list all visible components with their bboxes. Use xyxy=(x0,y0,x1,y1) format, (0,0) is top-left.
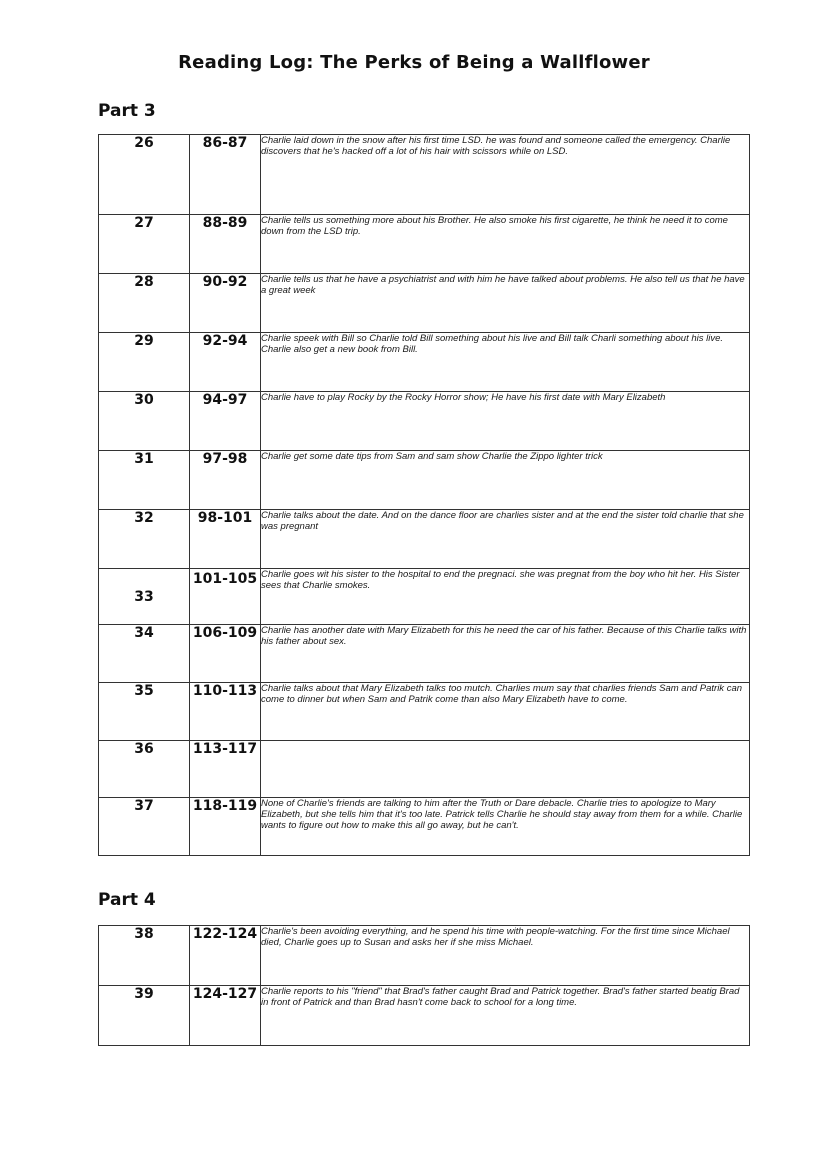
notes-cell: Charlie reports to his "friend" that Brad's father caught Brad and Patrick together. Brad's father started beatig Brad in front of Patrick and than Brad hasn't come back to school for a long time. xyxy=(261,986,750,1046)
table-row xyxy=(99,569,750,625)
notes-cell: Charlie have to play Rocky by the Rocky Horror show; He have his first date with Mary Elizabeth xyxy=(261,392,750,451)
table-row xyxy=(99,451,750,510)
chapter-cell: 28 xyxy=(99,274,190,333)
chapter-cell: 26 xyxy=(99,135,190,215)
table-row xyxy=(99,798,750,856)
notes-cell xyxy=(261,741,750,798)
chapter-cell: 38 xyxy=(99,926,190,986)
chapter-cell: 31 xyxy=(99,451,190,510)
chapter-cell: 29 xyxy=(99,333,190,392)
pages-cell: 94-97 xyxy=(190,392,261,451)
notes-cell: Charlie get some date tips from Sam and sam show Charlie the Zippo lighter trick xyxy=(261,451,750,510)
table-row xyxy=(99,510,750,569)
chapter-cell: 35 xyxy=(99,683,190,741)
pages-cell: 122-124 xyxy=(190,926,261,986)
pages-cell: 113-117 xyxy=(190,741,261,798)
reading-log-table-part-3 xyxy=(98,134,750,856)
table-row xyxy=(99,683,750,741)
part-3-heading: Part 3 xyxy=(98,101,156,121)
chapter-cell: 27 xyxy=(99,215,190,274)
pages-cell: 124-127 xyxy=(190,986,261,1046)
chapter-cell: 30 xyxy=(99,392,190,451)
notes-cell: Charlie speek with Bill so Charlie told Bill something about his live and Bill talk Charli something about his live. Charlie also get a new book from Bill. xyxy=(261,333,750,392)
notes-cell: Charlie's been avoiding everything, and he spend his time with people-watching. For the first time since Michael died, Charlie goes up to Susan and asks her if she miss Michael. xyxy=(261,926,750,986)
part-4-heading: Part 4 xyxy=(98,890,156,910)
table-row xyxy=(99,986,750,1046)
notes-cell: Charlie goes wit his sister to the hospital to end the pregnaci. she was pregnat from the boy who hit her. His Sister sees that Charlie smokes. xyxy=(261,569,750,625)
table-row xyxy=(99,625,750,683)
chapter-cell: 34 xyxy=(99,625,190,683)
pages-cell: 88-89 xyxy=(190,215,261,274)
notes-cell: Charlie talks about the date. And on the dance floor are charlies sister and at the end the sister told charlie that she was pregnant xyxy=(261,510,750,569)
notes-cell: Charlie talks about that Mary Elizabeth talks too mutch. Charlies mum say that charlies friends Sam and Patrik can come to dinner but when Sam and Patrik come than also Mary Elizabeth have to come. xyxy=(261,683,750,741)
notes-cell: Charlie tells us something more about his Brother. He also smoke his first cigarette, he think he need it to come down from the LSD trip. xyxy=(261,215,750,274)
chapter-cell: 32 xyxy=(99,510,190,569)
notes-cell: None of Charlie's friends are talking to him after the Truth or Dare debacle. Charlie tries to apologize to Mary Elizabeth, but she tells him that it's too late. Patrick tells Charlie he should stay away from them for a while. Charlie wants to figure out how to make this all go away, but he can't. xyxy=(261,798,750,856)
pages-cell: 86-87 xyxy=(190,135,261,215)
pages-cell: 101-105 xyxy=(190,569,261,625)
page-title: Reading Log: The Perks of Being a Wallflower xyxy=(178,52,650,73)
pages-cell: 92-94 xyxy=(190,333,261,392)
table-row xyxy=(99,392,750,451)
notes-cell: Charlie laid down in the snow after his first time LSD. he was found and someone called the emergency. Charlie discovers that he's hacked off a lot of his hair with scissors while on LSD. xyxy=(261,135,750,215)
pages-cell: 118-119 xyxy=(190,798,261,856)
pages-cell: 110-113 xyxy=(190,683,261,741)
table-row xyxy=(99,926,750,986)
reading-log-table-part-4 xyxy=(98,925,750,1046)
table-row xyxy=(99,741,750,798)
pages-cell: 90-92 xyxy=(190,274,261,333)
table-row xyxy=(99,333,750,392)
table-row xyxy=(99,135,750,215)
pages-cell: 106-109 xyxy=(190,625,261,683)
pages-cell: 98-101 xyxy=(190,510,261,569)
table-row xyxy=(99,274,750,333)
chapter-cell: 33 xyxy=(99,569,190,625)
table-row xyxy=(99,215,750,274)
notes-cell: Charlie tells us that he have a psychiatrist and with him he have talked about problems. He also tell us that he have a great week xyxy=(261,274,750,333)
pages-cell: 97-98 xyxy=(190,451,261,510)
notes-cell: Charlie has another date with Mary Elizabeth for this he need the car of his father. Because of this Charlie talks with his father about sex. xyxy=(261,625,750,683)
chapter-cell: 39 xyxy=(99,986,190,1046)
chapter-cell: 37 xyxy=(99,798,190,856)
chapter-cell: 36 xyxy=(99,741,190,798)
